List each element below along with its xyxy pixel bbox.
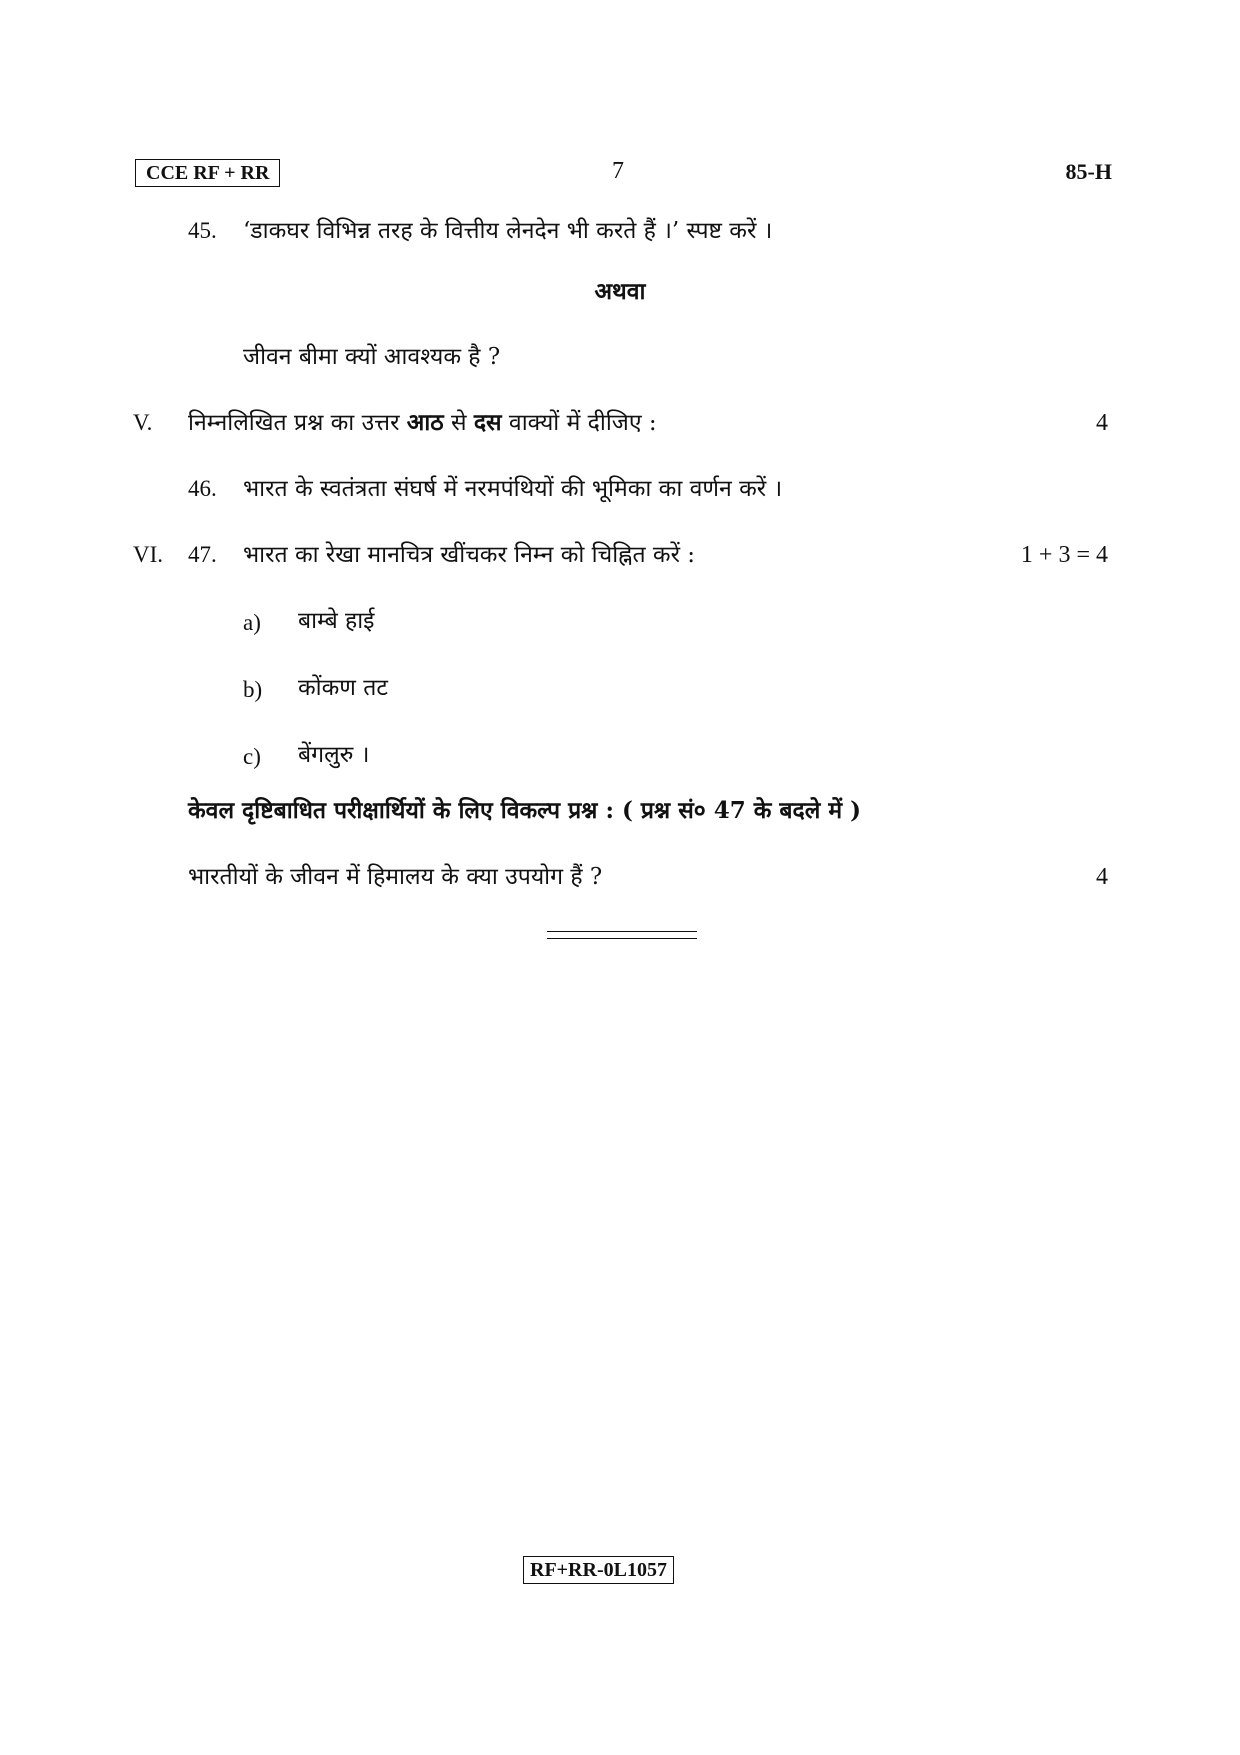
section-vi-roman: VI. — [133, 542, 164, 567]
q47-option-label: c) — [243, 744, 261, 769]
alternate-marks: 4 — [1096, 864, 1108, 890]
section-v-instruction — [188, 408, 657, 438]
q45-text: ‘डाकघर विभिन्न तरह के वित्तीय लेनदेन भी करते हैं ।’ स्पष्ट करें । — [243, 218, 773, 244]
q46-text: भारत के स्वतंत्रता संघर्ष में नरमपंथियों की भूमिका का वर्णन करें । — [243, 476, 783, 502]
page-number: 7 — [612, 158, 624, 184]
alternate-heading: केवल दृष्टिबाधित परीक्षार्थियों के लिए विकल्प प्रश्न : ( प्रश्न सं० 47 के बदले में ) — [188, 797, 861, 824]
section-v-roman: V. — [133, 410, 153, 435]
q45-alt-text: जीवन बीमा क्यों आवश्यक है ? — [243, 344, 501, 370]
q47-number: 47. — [188, 542, 217, 567]
q47-option-text: बाम्बे हाई — [298, 608, 375, 634]
q46-number: 46. — [188, 476, 217, 501]
paper-code: 85-H — [1065, 159, 1112, 184]
section-v-marks: 4 — [1096, 410, 1108, 436]
section-v-instr-bold1: आठ — [406, 409, 444, 436]
q47-option-text: कोंकण तट — [298, 675, 388, 701]
q47-text: भारत का रेखा मानचित्र खींचकर निम्न को चिह्नित करें : — [243, 542, 696, 568]
end-double-rule — [547, 931, 697, 939]
section-v-instr-part2: से — [443, 410, 474, 436]
alternate-text: भारतीयों के जीवन में हिमालय के क्या उपयोग हैं ? — [188, 864, 603, 890]
footer-code-box: RF+RR-0L1057 — [523, 1556, 674, 1584]
or-label: अथवा — [594, 278, 646, 305]
section-v-instr-part1: निम्नलिखित प्रश्न का उत्तर — [188, 410, 407, 436]
q47-option-label: b) — [243, 677, 263, 702]
q47-option-label: a) — [243, 610, 261, 635]
section-v-instr-bold2: दस — [473, 409, 502, 436]
q45-number: 45. — [188, 218, 217, 243]
header-series-box: CCE RF + RR — [135, 159, 280, 187]
section-vi-marks: 1 + 3 = 4 — [1020, 542, 1108, 568]
section-v-instr-part3: वाक्यों में दीजिए : — [501, 410, 657, 436]
q47-option-text: बेंगलुरु । — [298, 742, 370, 768]
